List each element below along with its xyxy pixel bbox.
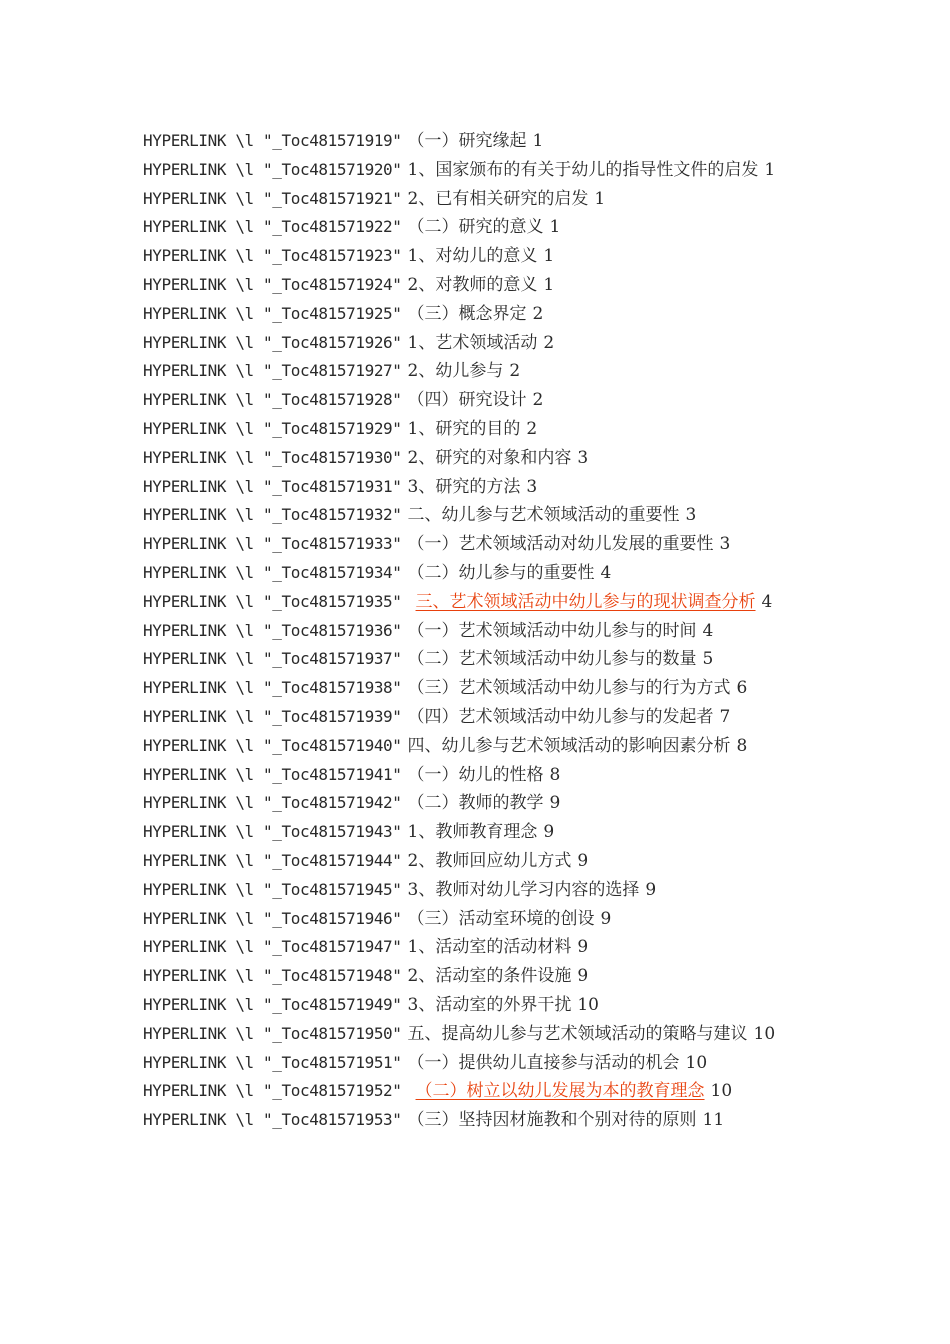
- toc-entry-title: 2、教师回应幼儿方式: [407, 850, 572, 871]
- toc-entry[interactable]: [143, 1106, 813, 1135]
- toc-page-number: 11: [702, 1110, 725, 1131]
- toc-entry[interactable]: [143, 559, 813, 588]
- toc-entry[interactable]: [143, 818, 813, 847]
- toc-entry-link[interactable]: 三、艺术领域活动中幼儿参与的现状调查分析: [415, 591, 756, 612]
- hyperlink-field-code: HYPERLINK \l "_Toc481571947": [143, 937, 402, 957]
- toc-page-number: 9: [600, 908, 612, 929]
- hyperlink-field-code: HYPERLINK \l "_Toc481571928": [143, 390, 402, 410]
- toc-entry[interactable]: [143, 1077, 813, 1106]
- toc-page-number: 1: [543, 274, 555, 295]
- hyperlink-field-code: HYPERLINK \l "_Toc481571952": [143, 1081, 402, 1101]
- toc-entry-title: 2、活动室的条件设施: [407, 966, 572, 987]
- toc-page-number: 3: [577, 447, 589, 468]
- toc-entry-title: （一）艺术领域活动对幼儿发展的重要性: [407, 534, 714, 555]
- toc-page-number: 8: [736, 735, 748, 756]
- toc-page-number: 9: [577, 937, 589, 958]
- toc-entry[interactable]: [143, 213, 813, 242]
- toc-page-number: 1: [764, 159, 776, 180]
- hyperlink-field-code: HYPERLINK \l "_Toc481571929": [143, 418, 402, 438]
- toc-entry[interactable]: [143, 617, 813, 646]
- hyperlink-field-code: HYPERLINK \l "_Toc481571946": [143, 908, 402, 928]
- toc-entry[interactable]: [143, 127, 813, 156]
- toc-entry[interactable]: [143, 530, 813, 559]
- toc-entry[interactable]: [143, 703, 813, 732]
- toc-entry-title: 1、研究的目的: [407, 418, 521, 439]
- toc-page-number: 8: [549, 764, 561, 785]
- toc-page-number: 3: [526, 476, 538, 497]
- toc-entry-title: （一）幼儿的性格: [407, 764, 544, 785]
- toc-entry[interactable]: [143, 1049, 813, 1078]
- hyperlink-field-code: HYPERLINK \l "_Toc481571953": [143, 1110, 402, 1130]
- toc-entry-title: （一）提供幼儿直接参与活动的机会: [407, 1052, 680, 1073]
- toc-page-number: 1: [594, 188, 606, 209]
- toc-page-number: 4: [761, 591, 773, 612]
- toc-page-number: 3: [719, 534, 731, 555]
- toc-entry-title: （三）概念界定: [407, 303, 527, 324]
- hyperlink-field-code: HYPERLINK \l "_Toc481571938": [143, 678, 402, 698]
- toc-entry[interactable]: [143, 588, 813, 617]
- toc-page-number: 2: [532, 303, 544, 324]
- toc-entry-title: 1、国家颁布的有关于幼儿的指导性文件的启发: [407, 159, 759, 180]
- toc-entry-title: 四、幼儿参与艺术领域活动的影响因素分析: [407, 735, 731, 756]
- toc-entry[interactable]: [143, 185, 813, 214]
- toc-entry[interactable]: [143, 789, 813, 818]
- hyperlink-field-code: HYPERLINK \l "_Toc481571936": [143, 620, 402, 640]
- toc-entry[interactable]: [143, 501, 813, 530]
- toc-entry[interactable]: [143, 674, 813, 703]
- hyperlink-field-code: HYPERLINK \l "_Toc481571921": [143, 188, 402, 208]
- hyperlink-field-code: HYPERLINK \l "_Toc481571943": [143, 822, 402, 842]
- toc-entry-title: 1、对幼儿的意义: [407, 246, 538, 267]
- hyperlink-field-code: HYPERLINK \l "_Toc481571927": [143, 361, 402, 381]
- toc-page-number: 9: [549, 793, 561, 814]
- toc-entry-title: 1、艺术领域活动: [407, 332, 538, 353]
- hyperlink-field-code: HYPERLINK \l "_Toc481571924": [143, 274, 402, 294]
- toc-entry-title: （四）艺术领域活动中幼儿参与的发起者: [407, 706, 714, 727]
- toc-entry-title: （三）活动室环境的创设: [407, 908, 595, 929]
- hyperlink-field-code: HYPERLINK \l "_Toc481571919": [143, 131, 402, 150]
- toc-page-number: 2: [509, 361, 521, 382]
- toc-page-number: 2: [526, 418, 538, 439]
- hyperlink-field-code: HYPERLINK \l "_Toc481571923": [143, 246, 402, 266]
- toc-page-number: 5: [702, 649, 714, 670]
- toc-entry[interactable]: [143, 415, 813, 444]
- toc-entry-title: （二）研究的意义: [407, 217, 544, 238]
- toc-entry[interactable]: [143, 357, 813, 386]
- toc-entry-title: 3、教师对幼儿学习内容的选择: [407, 879, 640, 900]
- toc-entry-title: （三）艺术领域活动中幼儿参与的行为方式: [407, 678, 731, 699]
- toc-page-number: 1: [532, 131, 544, 151]
- toc-entry-title: 2、幼儿参与: [407, 361, 504, 382]
- toc-page-number: 4: [702, 620, 714, 641]
- hyperlink-field-code: HYPERLINK \l "_Toc481571925": [143, 303, 402, 323]
- toc-entry-title: 3、研究的方法: [407, 476, 521, 497]
- toc-page-number: 10: [577, 994, 599, 1015]
- toc-entry-title: （二）教师的教学: [407, 793, 544, 814]
- hyperlink-field-code: HYPERLINK \l "_Toc481571948": [143, 966, 402, 986]
- hyperlink-field-code: HYPERLINK \l "_Toc481571939": [143, 706, 402, 726]
- toc-page-number: 7: [719, 706, 731, 727]
- toc-entry-title: 五、提高幼儿参与艺术领域活动的策略与建议: [407, 1023, 748, 1044]
- toc-page-number: 2: [543, 332, 555, 353]
- toc-page-number: 2: [532, 390, 544, 411]
- toc-entry[interactable]: [143, 271, 813, 300]
- toc-entry-title: （一）艺术领域活动中幼儿参与的时间: [407, 620, 697, 641]
- toc-entry-title: （二）艺术领域活动中幼儿参与的数量: [407, 649, 697, 670]
- toc-entry[interactable]: [143, 1020, 813, 1049]
- toc-entry-title: 二、幼儿参与艺术领域活动的重要性: [407, 505, 680, 526]
- hyperlink-field-code: HYPERLINK \l "_Toc481571932": [143, 505, 402, 525]
- toc-page-number: 1: [543, 246, 555, 267]
- toc-entry-title: （一）研究缘起: [407, 131, 527, 151]
- toc-entry[interactable]: [143, 876, 813, 905]
- hyperlink-field-code: HYPERLINK \l "_Toc481571949": [143, 994, 402, 1014]
- toc-page-number: 6: [736, 678, 748, 699]
- toc-entry-title: （三）坚持因材施教和个别对待的原则: [407, 1110, 697, 1131]
- toc-entry[interactable]: [143, 933, 813, 962]
- hyperlink-field-code: HYPERLINK \l "_Toc481571942": [143, 793, 402, 813]
- toc-entry[interactable]: [143, 905, 813, 934]
- toc-entry[interactable]: [143, 242, 813, 271]
- toc-entry[interactable]: [143, 962, 813, 991]
- toc-entry[interactable]: [143, 991, 813, 1020]
- toc-entry[interactable]: [143, 847, 813, 876]
- toc-page-number: 9: [577, 966, 589, 987]
- toc-entry[interactable]: [143, 386, 813, 415]
- hyperlink-field-code: HYPERLINK \l "_Toc481571951": [143, 1052, 402, 1072]
- hyperlink-field-code: HYPERLINK \l "_Toc481571931": [143, 476, 402, 496]
- toc-page-number: 1: [549, 217, 561, 238]
- toc-page-number: 9: [645, 879, 657, 900]
- toc-entry-title: 2、对教师的意义: [407, 274, 538, 295]
- toc-entry-title: （二）幼儿参与的重要性: [407, 562, 595, 583]
- toc-entry[interactable]: [143, 473, 813, 502]
- hyperlink-field-code: HYPERLINK \l "_Toc481571930": [143, 447, 402, 467]
- toc-entry-title: 1、活动室的活动材料: [407, 937, 572, 958]
- toc-entry-title: 2、已有相关研究的启发: [407, 188, 589, 209]
- toc-entry[interactable]: [143, 444, 813, 473]
- toc-entry-link[interactable]: （二）树立以幼儿发展为本的教育理念: [415, 1081, 705, 1102]
- table-of-contents: [143, 127, 813, 1135]
- toc-page-number: 4: [600, 562, 612, 583]
- hyperlink-field-code: HYPERLINK \l "_Toc481571933": [143, 534, 402, 554]
- toc-entry-title: （四）研究设计: [407, 390, 527, 411]
- toc-entry-title: 3、活动室的外界干扰: [407, 994, 572, 1015]
- hyperlink-field-code: HYPERLINK \l "_Toc481571926": [143, 332, 402, 352]
- hyperlink-field-code: HYPERLINK \l "_Toc481571920": [143, 159, 402, 179]
- hyperlink-field-code: HYPERLINK \l "_Toc481571950": [143, 1023, 402, 1043]
- hyperlink-field-code: HYPERLINK \l "_Toc481571937": [143, 649, 402, 669]
- toc-page-number: 9: [577, 850, 589, 871]
- hyperlink-field-code: HYPERLINK \l "_Toc481571944": [143, 850, 402, 870]
- toc-page-number: 10: [753, 1023, 776, 1044]
- hyperlink-field-code: HYPERLINK \l "_Toc481571934": [143, 562, 402, 582]
- toc-page-number: 10: [685, 1052, 708, 1073]
- toc-entry[interactable]: [143, 761, 813, 790]
- hyperlink-field-code: HYPERLINK \l "_Toc481571945": [143, 879, 402, 899]
- hyperlink-field-code: HYPERLINK \l "_Toc481571941": [143, 764, 402, 784]
- toc-page-number: 10: [710, 1081, 733, 1102]
- toc-entry[interactable]: [143, 300, 813, 329]
- toc-entry[interactable]: [143, 329, 813, 358]
- toc-entry[interactable]: [143, 645, 813, 674]
- toc-entry[interactable]: [143, 156, 813, 185]
- toc-page-number: 9: [543, 822, 555, 843]
- toc-entry[interactable]: [143, 732, 813, 761]
- hyperlink-field-code: HYPERLINK \l "_Toc481571935": [143, 591, 402, 611]
- hyperlink-field-code: HYPERLINK \l "_Toc481571922": [143, 217, 402, 237]
- toc-entry-title: 1、教师教育理念: [407, 822, 538, 843]
- toc-page-number: 3: [685, 505, 697, 526]
- hyperlink-field-code: HYPERLINK \l "_Toc481571940": [143, 735, 402, 755]
- toc-entry-title: 2、研究的对象和内容: [407, 447, 572, 468]
